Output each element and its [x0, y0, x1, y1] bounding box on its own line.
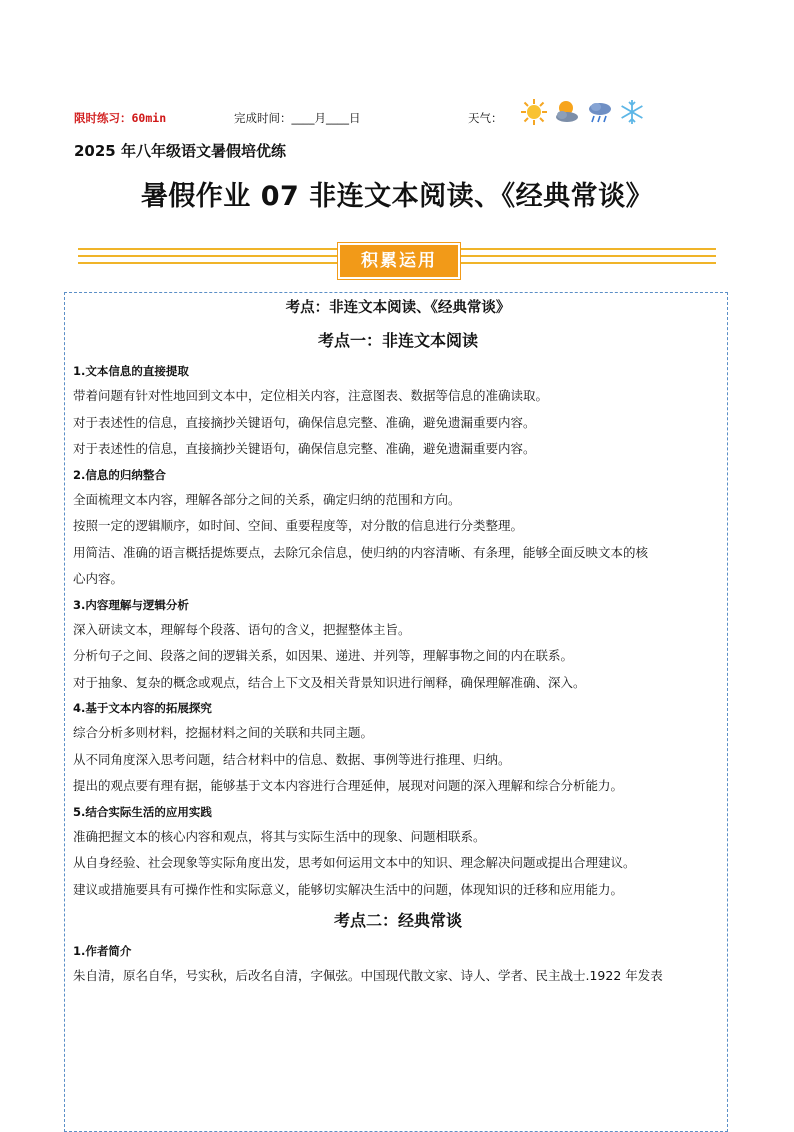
paragraph: 建议或措施要具有可操作性和实际意义，能够切实解决生活中的问题，体现知识的迁移和应用能力。: [73, 881, 624, 897]
section-heading: 4.基于文本内容的拓展探究: [73, 701, 212, 715]
paragraph: 综合分析多则材料，挖掘材料之间的关联和共同主题。: [73, 725, 374, 740]
section-heading: 3.内容理解与逻辑分析: [73, 597, 189, 612]
paragraph: 从自身经验、社会现象等实际角度出发，思考如何运用文本中的知识、理念解决问题或提出合理建议。: [73, 855, 636, 870]
paragraph: 准确把握文本的核心内容和观点，将其与实际生活中的现象、问题相联系。: [73, 828, 486, 844]
paragraph: 对于表述性的信息，直接摘抄关键语句，确保信息完整、准确，避免遗漏重要内容。: [73, 441, 536, 456]
section-heading: 5.结合实际生活的应用实践: [73, 804, 212, 819]
paragraph: 分析句子之间、段落之间的逻辑关系，如因果、递进、并列等，理解事物之间的内在联系。: [73, 648, 574, 663]
section-heading: 1.文本信息的直接提取: [73, 364, 189, 378]
paragraph: 对于抽象、复杂的概念或观点，结合上下文及相关背景知识进行阐释，确保理解准确、深入。: [73, 674, 586, 690]
paragraph: 从不同角度深入思考问题，结合材料中的信息、数据、事例等进行推理、归纳。: [73, 751, 511, 767]
header-line: [74, 106, 714, 132]
subtitle: 2025 年八年级语文暑假培优练: [74, 142, 286, 160]
paragraph: 朱自清，原名自华，号实秋，后改名自清，字佩弦。中国现代散文家、诗人、学者、民主战士.1922 年发表: [73, 968, 663, 983]
section-heading: 2.信息的归纳整合: [73, 467, 166, 482]
sun-icon: [520, 98, 548, 126]
weather-label: 天气：: [468, 111, 503, 125]
rain-icon: [586, 98, 614, 126]
kp2-title: 考点二：经典常谈: [333, 911, 462, 930]
paragraph: 对于表述性的信息，直接摘抄关键语句，确保信息完整、准确，避免遗漏重要内容。: [73, 414, 536, 430]
page-title: 暑假作业 07 非连文本阅读、《经典常谈》: [140, 181, 654, 212]
paragraph: 带着问题有针对性地回到文本中，定位相关内容，注意图表、数据等信息的准确读取。: [73, 388, 549, 403]
paragraph: 提出的观点要有理有据，能够基于文本内容进行合理延伸，展现对问题的深入理解和综合分析能力。: [73, 778, 624, 793]
weather-icons: [520, 98, 646, 126]
content-box: [64, 292, 728, 1132]
time-limit: 限时练习：60min: [74, 111, 167, 125]
kp1-title: 考点一：非连文本阅读: [317, 331, 478, 350]
kp-title: 考点：非连文本阅读、《经典常谈》: [285, 300, 511, 316]
paragraph: 全面梳理文本内容，理解各部分之间的关系，确定归纳的范围和方向。: [73, 491, 461, 507]
content-area: [73, 293, 723, 990]
paragraph: 深入研读文本，理解每个段落、语句的含义，把握整体主旨。: [73, 621, 411, 637]
finish-time: 完成时间：____月____日: [234, 111, 361, 125]
paragraph: 用简洁、准确的语言概括提炼要点，去除冗余信息，使归纳的内容清晰、有条理，能够全面反映文本的核: [73, 544, 649, 560]
banner-label: 积累运用: [338, 243, 460, 279]
paragraph: 心内容。: [73, 571, 124, 586]
paragraph: 按照一定的逻辑顺序，如时间、空间、重要程度等，对分散的信息进行分类整理。: [73, 518, 524, 533]
section-heading: 1.作者简介: [73, 944, 132, 958]
sun-cloud-icon: [552, 98, 582, 126]
section-banner: [78, 243, 716, 277]
snowflake-icon: [618, 98, 646, 126]
